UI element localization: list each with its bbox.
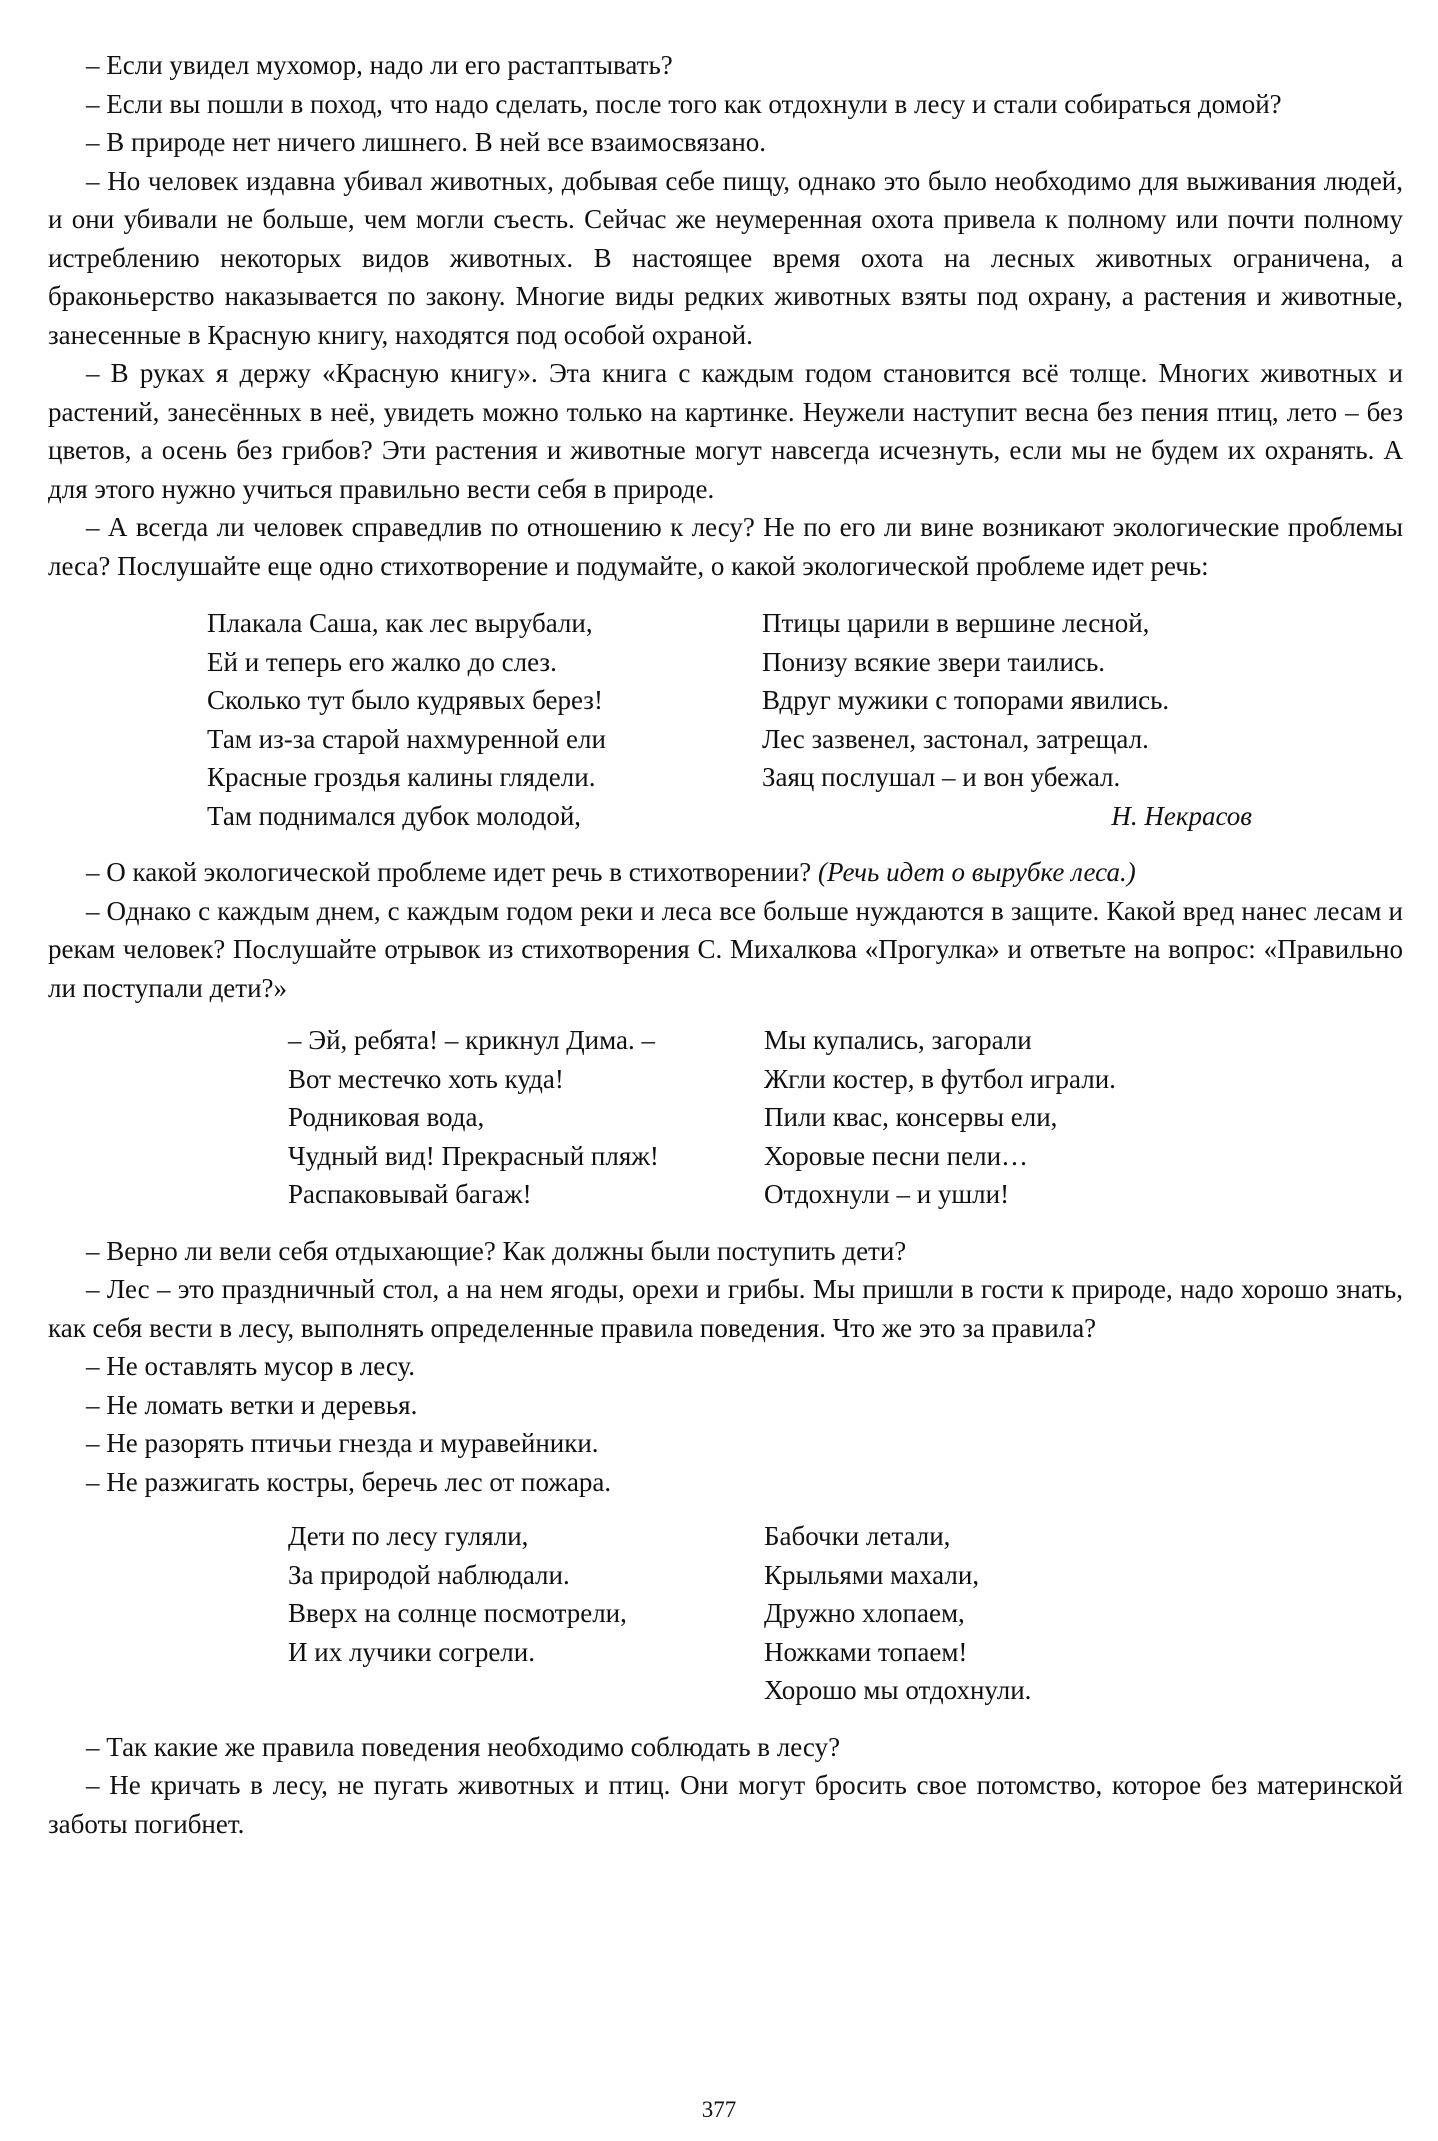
rule-item: – Не ломать ветки и деревья. xyxy=(86,1389,418,1420)
paragraph: – Если вы пошли в поход, что надо сделать, после того как отдохнули в лесу и стали собираться домой? xyxy=(86,88,1282,119)
paragraph: – Но человек издавна убивал животных, добывая себе пищу, однако это было необходимо для выживания людей, и они убивали не больше, чем могли съесть. Сейчас же неумеренная охота привела к полному или почти полному истреблению некоторых видов животных. В настоящее время охота на лесных животных ограничена, а браконьерство наказывается по закону. Многие виды редких животных взяты под охрану, а растения и животные, занесенные в Красную книгу, находятся под особой охраной. xyxy=(48,165,1403,350)
poem-line: Ножками топаем! xyxy=(764,1636,968,1667)
poem-line: Заяц послушал – и вон убежал. xyxy=(762,762,1121,792)
poem-line: Хорошо мы отдохнули. xyxy=(764,1675,1032,1705)
poem-line: Там из-за старой нахмуренной ели xyxy=(207,723,606,754)
poem-line: Плакала Саша, как лес вырубали, xyxy=(207,608,593,638)
paragraph: – В руках я держу «Красную книгу». Эта книга с каждым годом становится всё толще. Многих животных и растений, занесённых в неё, увидеть можно только на картинке. Неужели наступит весна без пения птиц, лето – без цветов, а осень без грибов? Эти растения и животные могут навсегда исчезнуть, если мы не будем их охранять. А для этого нужно учиться правильно вести себя в природе. xyxy=(48,358,1403,504)
poem-left-column xyxy=(207,604,762,835)
poem-physminutka xyxy=(48,1517,1403,1710)
poem-line: – Эй, ребята! – крикнул Дима. – xyxy=(288,1025,656,1055)
page-body xyxy=(48,46,1403,1843)
poem-right-column xyxy=(764,1517,1031,1710)
poem-line: Мы купались, загорали xyxy=(764,1025,1032,1055)
paragraph: – А всегда ли человек справедлив по отношению к лесу? Не по его ли вине возникают экологические проблемы леса? Послушайте еще одно стихотворение и подумайте, о какой экологической проблеме идет речь: xyxy=(48,512,1403,581)
poem-line: Бабочки летали, xyxy=(764,1521,951,1551)
paragraph: – Верно ли вели себя отдыхающие? Как должны были поступить дети? xyxy=(86,1235,907,1266)
poem-line: Родниковая вода, xyxy=(288,1102,485,1132)
answer-text: (Речь идет о вырубке леса.) xyxy=(818,857,1136,887)
poem-line: Вверх на солнце посмотрели, xyxy=(288,1598,627,1628)
poem-line: Красные гроздья калины глядели. xyxy=(207,762,596,792)
poem-line: Чудный вид! Прекрасный пляж! xyxy=(288,1140,659,1171)
poem-line: Вдруг мужики с топорами явились. xyxy=(762,685,1170,715)
paragraph-question xyxy=(48,853,1403,892)
poem-line: Дети по лесу гуляли, xyxy=(288,1521,529,1551)
paragraph: – Не кричать в лесу, не пугать животных и птиц. Они могут бросить свое потомство, которое без материнской заботы погибнет. xyxy=(48,1770,1403,1839)
paragraph: – Однако с каждым днем, с каждым годом реки и леса все больше нуждаются в защите. Какой вред нанес лесам и рекам человек? Послушайте отрывок из стихотворения С. Михалкова «Прогулка» и ответьте на вопрос: «Правильно ли поступали дети?» xyxy=(48,895,1403,1003)
poem-line: Хоровые песни пели… xyxy=(764,1140,1029,1171)
poem-line: Вот местечко хоть куда! xyxy=(288,1063,564,1094)
rule-item: – Не оставлять мусор в лесу. xyxy=(86,1351,416,1381)
poem-line: Там поднимался дубок молодой, xyxy=(207,800,582,831)
paragraph: – В природе нет ничего лишнего. В ней все взаимосвязано. xyxy=(86,127,767,157)
poem-right-column xyxy=(762,604,1252,835)
paragraph: – Так какие же правила поведения необходимо соблюдать в лесу? xyxy=(86,1731,841,1762)
poem-line: Крыльями махали, xyxy=(764,1559,980,1590)
poem-line: Лес зазвенел, застонал, затрещал. xyxy=(762,723,1149,754)
question-text: – О какой экологической проблеме идет речь в стихотворении? xyxy=(86,857,812,887)
poem-line: Дружно хлопаем, xyxy=(764,1598,965,1628)
poem-author: Н. Некрасов xyxy=(1111,800,1252,831)
poem-right-column xyxy=(764,1021,1116,1214)
poem-line: Отдохнули – и ушли! xyxy=(764,1179,1010,1209)
poem-line: Жгли костер, в футбол играли. xyxy=(764,1063,1116,1094)
poem-nekrasov xyxy=(48,604,1403,835)
poem-left-column xyxy=(288,1517,764,1710)
poem-left-column xyxy=(288,1021,764,1214)
poem-line: Пили квас, консервы ели, xyxy=(764,1102,1058,1132)
poem-line: Ей и теперь его жалко до слез. xyxy=(207,646,557,677)
rule-item: – Не разорять птичьи гнезда и муравейники. xyxy=(86,1428,599,1458)
poem-line: Понизу всякие звери таились. xyxy=(762,646,1106,677)
poem-line: Птицы царили в вершине лесной, xyxy=(762,608,1150,638)
page-number: 377 xyxy=(701,2097,737,2122)
poem-line: Распаковывай багаж! xyxy=(288,1179,532,1209)
poem-line: Сколько тут было кудрявых берез! xyxy=(207,685,603,715)
poem-mikhalkov xyxy=(48,1021,1403,1214)
poem-line: И их лучики согрели. xyxy=(288,1636,535,1667)
poem-line: За природой наблюдали. xyxy=(288,1559,570,1590)
paragraph: – Если увидел мухомор, надо ли его растаптывать? xyxy=(86,50,673,80)
paragraph: – Лес – это праздничный стол, а на нем ягоды, орехи и грибы. Мы пришли в гости к природе, надо хорошо знать, как себя вести в лесу, выполнять определенные правила поведения. Что же это за правила? xyxy=(48,1274,1403,1343)
rule-item: – Не разжигать костры, беречь лес от пожара. xyxy=(86,1466,612,1497)
